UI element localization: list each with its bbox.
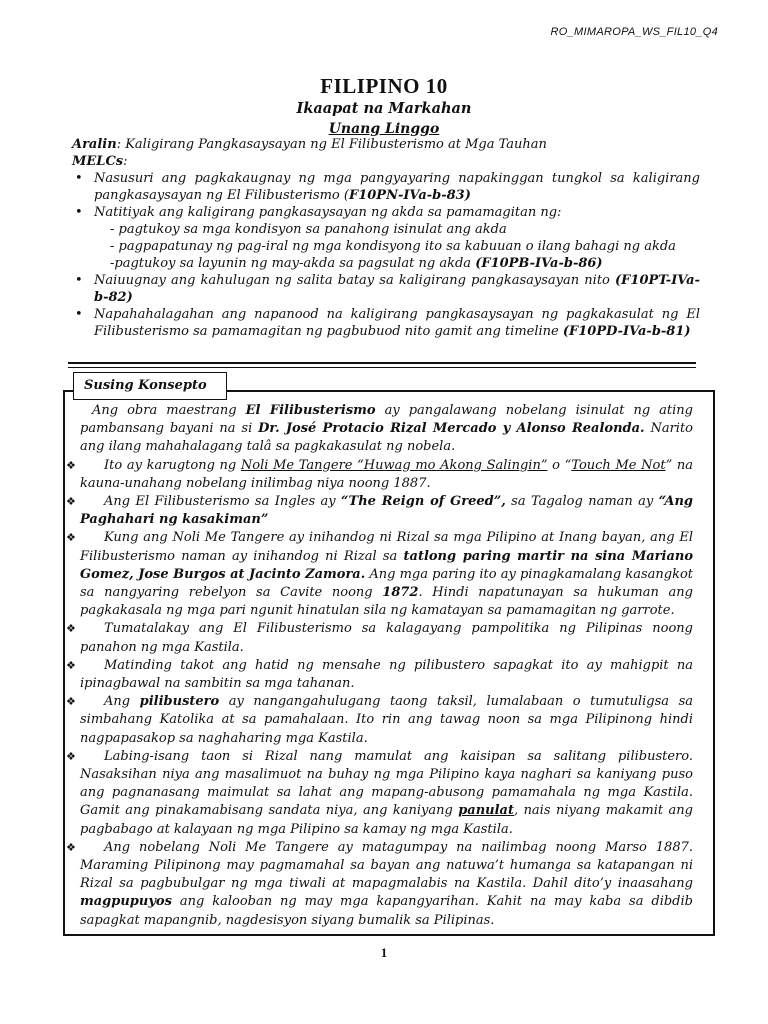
lesson-header [72, 136, 700, 340]
melc-subitem: - pagtukoy sa mga kondisyon sa panahong isinulat ang akda [110, 222, 507, 237]
concept-item: ❖ Labing-isang taon si Rizal nang mamulat ang kaisipan sa salitang pilibustero. Nasaksihan niya ang masalimuot na buhay ng mga Pilipino kaya naghari sa kaniyang puso ang pagnanasang maimulat sa lahat ang mapang-abusong pamamahala ng mga Kastila. Gamit ang pinakamabisang sandata niya, ang kaniyang panulat, nais niyang makamit ang pagbabago at kalayaan ng mga Pilipino sa kamay ng mga Kastila. [66, 748, 693, 837]
melc-code: F10PN-IVa-b-83) [348, 188, 471, 203]
document-code: RO_MIMAROPA_WS_FIL10_Q4 [550, 26, 718, 38]
concept-item: ❖ Tumatalakay ang El Filibusterismo sa kalagayang pampolitika ng Pilipinas noong panahon ng mga Kastila. [66, 621, 693, 655]
melc-subitem: -pagtukoy sa layunin ng may-akda sa pagsulat ng akda (F10PB-IVa-b-86) [110, 256, 603, 271]
melc-code: (F10PT-IVa-b-82) [94, 273, 700, 305]
concept-list [66, 457, 694, 930]
diamond-bullet-icon: ❖ [66, 840, 76, 854]
aralin-label: Aralin [72, 137, 117, 152]
melcs-list [72, 170, 700, 340]
melc-item: • Natitiyak ang kaligirang pangkasaysayan ng akda sa pamamagitan ng: - pagtukoy sa mga kondisyon sa panahong isinulat ang akda - pagpapatunay ng pag-iral ng mga kondisyong ito sa kabuuan o ilang bahagi ng akda -pagtukoy sa layunin ng may-akda sa pagsulat ng akda (F10PB-IVa-b-86) [72, 204, 700, 272]
concept-item: ❖ Ito ay karugtong ng Noli Me Tangere “Huwag mo Akong Salingin” o “Touch Me Not” na kauna-unahang nobelang inilimbag niya noong 1887. [66, 457, 693, 491]
melc-item: • Naiuugnay ang kahulugan ng salita batay sa kaligirang pangkasaysayan nito (F10PT-IVa-b-82) [75, 273, 700, 305]
page-title: FILIPINO 10 [320, 74, 448, 98]
diamond-bullet-icon: ❖ [66, 622, 76, 636]
melcs-line: MELCs: [72, 154, 128, 169]
concept-item: ❖ Kung ang Noli Me Tangere ay inihandog ni Rizal sa mga Pilipino at Inang bayan, ang El Filibusterismo naman ay inihandog ni Rizal sa tatlong paring martir na sina Mariano Gomez, Jose Burgos at Jacinto Zamora. Ang mga paring ito ay pinagkamalang kasangkot sa nangyaring rebelyon sa Cavite noong 1872. Hindi napatunayan sa hukuman ang pagkakasala ng mga pari ngunit hinatulan sila ng kamatayan sa pamamagitan ng garrote. [66, 530, 694, 619]
diamond-bullet-icon: ❖ [66, 531, 76, 545]
melcs-label: MELCs [72, 154, 124, 169]
melc-code: (F10PD-IVa-b-81) [562, 324, 691, 339]
bullet-icon: • [75, 273, 83, 288]
quarter-subtitle: Ikaapat na Markahan [296, 100, 472, 117]
bullet-icon: • [75, 307, 83, 322]
melc-code: (F10PB-IVa-b-86) [475, 256, 603, 271]
melc-item: • Napahahalagahan ang napanood na kaligirang pangkasaysayan ng pagkakasulat ng El Filibusterismo sa pamamagitan ng pagbubuod nito gamit ang timeline (F10PD-IVa-b-81) [75, 307, 700, 339]
diamond-bullet-icon: ❖ [66, 495, 76, 509]
concept-item: ❖ Ang El Filibusterismo sa Ingles ay “The Reign of Greed”, sa Tagalog naman ay “Ang Paghahari ng kasakiman” [66, 494, 694, 528]
diamond-bullet-icon: ❖ [66, 695, 76, 709]
diamond-bullet-icon: ❖ [66, 658, 76, 672]
concept-item: ❖ Ang nobelang Noli Me Tangere ay matagumpay na nailimbag noong Marso 1887. Maraming Pilipinong may pagmamahal sa bayan ang natuwa’t humanga sa katapangan ni Rizal sa pagbubulgar ng mga tiwali at mapagmalabis na Kastila. Dahil dito’y inaasahang magpupuyos ang kalooban ng may mga kapangyarihan. Kahit na may kaba sa dibdib sapagkat mapangnib, nagdesisyon siyang bumalik sa Pilipinas. [66, 839, 693, 928]
diamond-bullet-icon: ❖ [66, 749, 76, 763]
page-number: 1 [380, 945, 388, 960]
divider-thick [68, 362, 696, 364]
intro-paragraph: Ang obra maestrang El Filibusterismo ay pangalawang nobelang isinulat ng ating pambansang bayani na si Dr. José Protacio Rizal Mercado y Alonso Realonda. Narito ang ilang mahahalagang talâ sa pagkakasulat ng nobela. [80, 403, 694, 455]
bullet-icon: • [75, 205, 83, 220]
bullet-icon: • [75, 171, 83, 186]
concept-content [66, 402, 694, 930]
aralin-line [72, 136, 700, 153]
melc-item: • Nasusuri ang pagkakaugnay ng mga pangyayaring napakinggan tungkol sa kaligirang pangkasaysayan ng El Filibusterismo (F10PN-IVa-b-83) [75, 171, 700, 203]
melc-subitem: - pagpapatunay ng pag-iral ng mga kondisyong ito sa kabuuan o ilang bahagi ng akda [110, 239, 676, 254]
aralin-text: : Kaligirang Pangkasaysayan ng El Filibusterismo at Mga Tauhan [116, 137, 547, 152]
susing-konsepto-label: Susing Konsepto [73, 372, 227, 400]
concept-item: ❖ Matinding takot ang hatid ng mensahe ng pilibustero sapagkat ito ay mahigpit na ipinagbawal na sambitin sa mga tahanan. [66, 657, 693, 692]
divider-thin [68, 367, 696, 368]
diamond-bullet-icon: ❖ [66, 458, 76, 472]
concept-item: ❖ Ang pilibustero ay nangangahulugang taong taksil, lumalabaan o tumutuligsa sa simbahang Katolika at sa pamahalaan. Ito rin ang tawag noon sa mga Pilipinong hindi nagpapasakop sa naghaharing mga Kastila. [66, 694, 693, 746]
week-subtitle: Unang Linggo [328, 121, 440, 137]
